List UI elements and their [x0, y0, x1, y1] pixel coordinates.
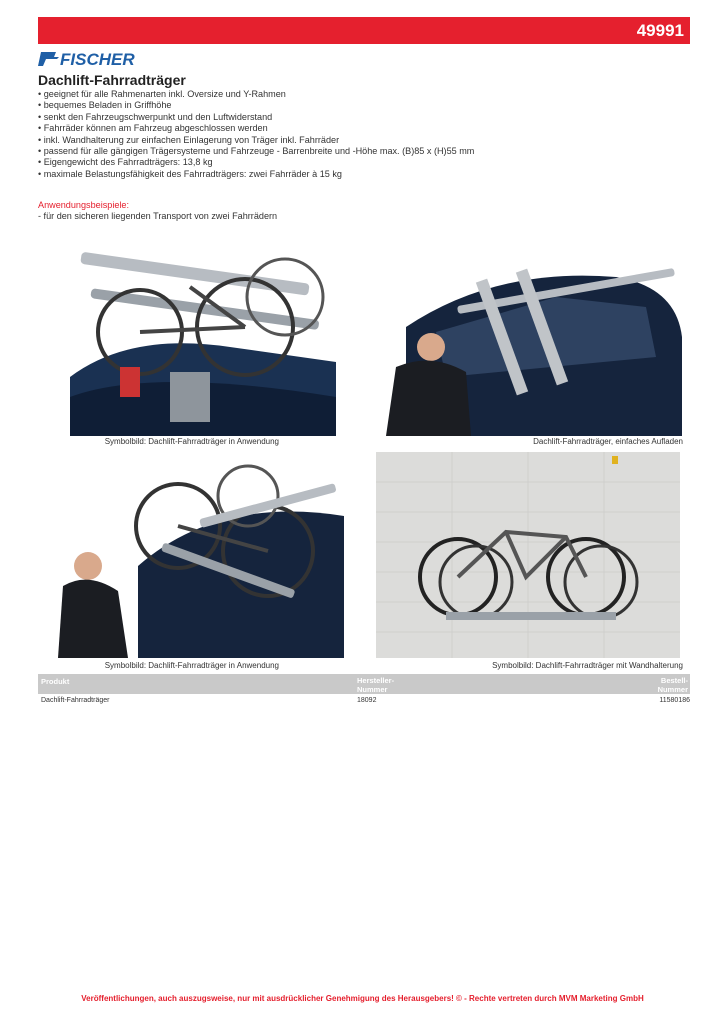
feature-item: • inkl. Wandhalterung zur einfachen Einlagerung von Träger inkl. Fahrräder — [38, 135, 474, 146]
brand-logo-text: FISCHER — [60, 50, 135, 69]
cell-product: Dachlift-Fahrradträger — [41, 697, 110, 704]
product-photo-wall-mount — [376, 452, 680, 658]
feature-item: • senkt den Fahrzeugschwerpunkt und den Luftwiderstand — [38, 112, 474, 123]
feature-list — [38, 89, 474, 180]
product-photo-roof-use — [58, 456, 344, 658]
photo-caption: Symbolbild: Dachlift-Fahrradträger mit Wandhalterung — [492, 661, 683, 670]
feature-item: • Eigengewicht des Fahrradträgers: 13,8 kg — [38, 157, 474, 168]
column-header-order-number: Bestell- Nummer — [657, 676, 688, 694]
feature-item: • passend für alle gängigen Trägersysteme und Fahrzeuge - Barrenbreite und -Höhe max. (B)85 x (H)55 mm — [38, 146, 474, 157]
cell-manufacturer-number: 18092 — [357, 697, 377, 704]
usage-heading: Anwendungsbeispiele: — [38, 200, 130, 210]
feature-item: • geeignet für alle Rahmenarten inkl. Oversize und Y-Rahmen — [38, 89, 474, 100]
usage-item: - für den sicheren liegenden Transport von zwei Fahrrädern — [38, 211, 278, 221]
product-photo-roof-loaded — [70, 227, 336, 436]
feature-item: • bequemes Beladen in Griffhöhe — [38, 100, 474, 111]
photo-caption: Symbolbild: Dachlift-Fahrradträger in Anwendung — [104, 661, 279, 670]
product-title: Dachlift-Fahrradträger — [38, 72, 186, 88]
photo-caption: Symbolbild: Dachlift-Fahrradträger in Anwendung — [104, 437, 279, 446]
feature-item: • Fahrräder können am Fahrzeug abgeschlossen werden — [38, 123, 474, 134]
brand-logo — [38, 48, 154, 70]
product-photo-loading — [376, 247, 682, 436]
column-header-manufacturer-number: Hersteller- Nummer — [357, 676, 395, 694]
photo-caption: Dachlift-Fahrradträger, einfaches Aufladen — [533, 437, 683, 446]
footer-notice: Veröffentlichungen, auch auszugsweise, nur mit ausdrücklicher Genehmigung des Herausgebers! © - Rechte vertreten durch MVM Marketing GmbH — [81, 994, 644, 1003]
table-header — [38, 674, 690, 694]
article-number: 49991 — [636, 21, 684, 40]
cell-order-number: 11580186 — [659, 697, 690, 704]
header-bar — [38, 17, 690, 44]
column-header-product: Produkt — [41, 677, 70, 686]
feature-item: • maximale Belastungsfähigkeit des Fahrradträgers: zwei Fahrräder à 15 kg — [38, 169, 474, 180]
